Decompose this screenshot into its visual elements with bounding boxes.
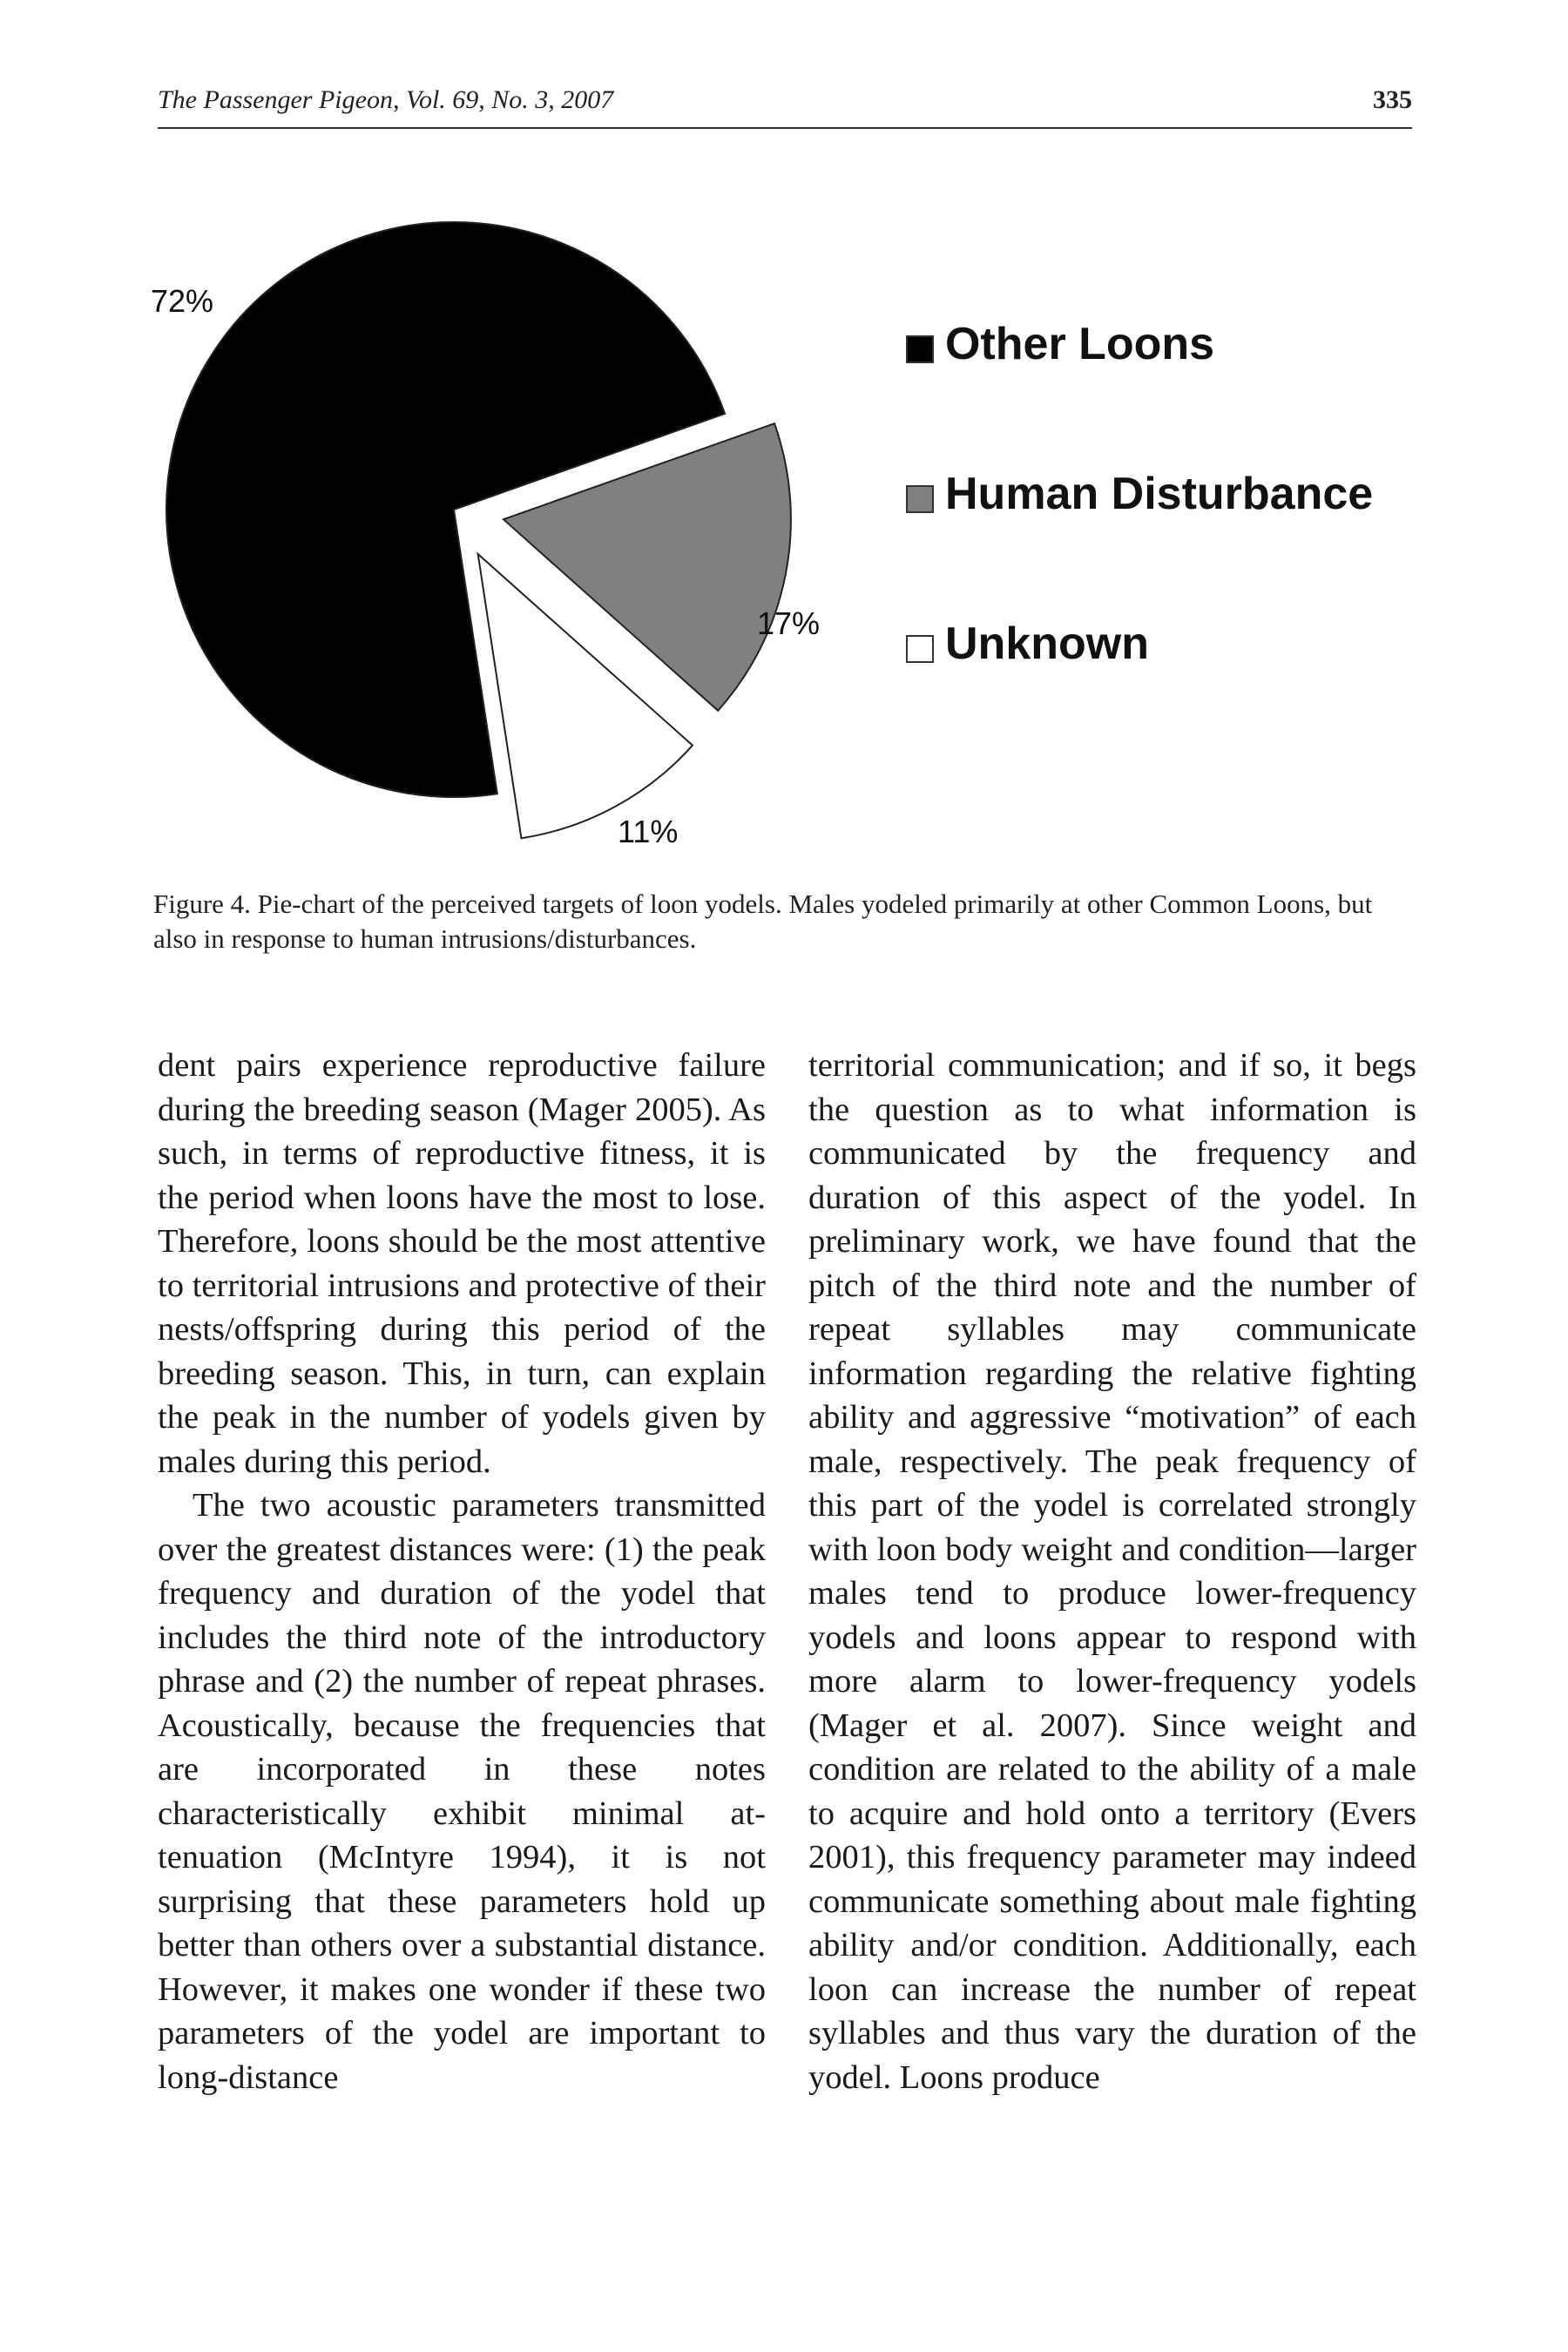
legend-label: Other Loons [945,319,1215,369]
body-column-left [158,1044,766,2099]
legend-label: Human Disturbance [945,469,1374,519]
figure-caption: Figure 4. Pie-chart of the perceived targets of loon yodels. Males yodeled primarily at other Common Loons, but also in response to human intrusions/disturbances. [153,889,1373,954]
body-column-right [808,1044,1416,2099]
pie-chart [151,209,1412,880]
page-number: 335 [1373,85,1412,114]
paragraph: dent pairs experience reproductive failure during the breeding season (Mager 2005). As such, in terms of reproductive fitness, it is the period when loons have the most to lose. Therefore, loons should be the most attentive to territorial intrusions and protective of their nests/offspring during this period of the breeding season. This, in turn, can explain the peak in the number of yodels given by males during this period. [158,1047,766,1480]
paragraph: territorial communication; and if so, it begs the question as to what information is communicated by the frequency and duration of this aspect of the yodel. In preliminary work, we have found that the pitch of the third note and the number of repeat syllables may communicate information regarding the relative fighting ability and aggressive “motivation” of each male, respectively. The peak frequency of this part of the yodel is correlated strongly with loon body weight and condition—larger males tend to produce lower-frequency yodels and loons appear to respond with more alarm to lower-frequency yodels (Mager et al. 2007). Since weight and condition are related to the ability of a male to acquire and hold onto a territory (Evers 2001), this frequency parameter may indeed communicate something about male fighting ability and/or condition. Additionally, each loon can increase the number of repeat syllables and thus vary the duration of the yodel. Loons produce [808,1047,1416,2096]
legend-swatch-human-disturbance [907,486,933,512]
legend-swatch-unknown [907,636,933,662]
legend-label: Unknown [945,618,1149,669]
running-head [158,85,1412,129]
pie-slice-label: 72% [151,283,214,319]
paragraph: The two acoustic parameters transmitted over the greatest distances were: (1) the peak frequency and duration of the yodel that includes the third note of the introductory phrase and (2) the number of repeat phrases. Acoustically, because the frequencies that are incorporated in these notes characteristically exhibit minimal attenuation (McIntyre 1994), it is not surprising that these parameters hold up better than others over a substantial distance. However, it makes one wonder if these two parameters of the yodel are important to long-distance [158,1487,766,2096]
journal-title: The Passenger Pigeon, Vol. 69, No. 3, 2007 [158,85,614,114]
legend-swatch-other-loons [907,336,933,362]
pie-slice-label: 11% [618,814,679,849]
pie-slice-label: 17% [757,605,821,641]
pie-chart-figure [151,209,1412,880]
